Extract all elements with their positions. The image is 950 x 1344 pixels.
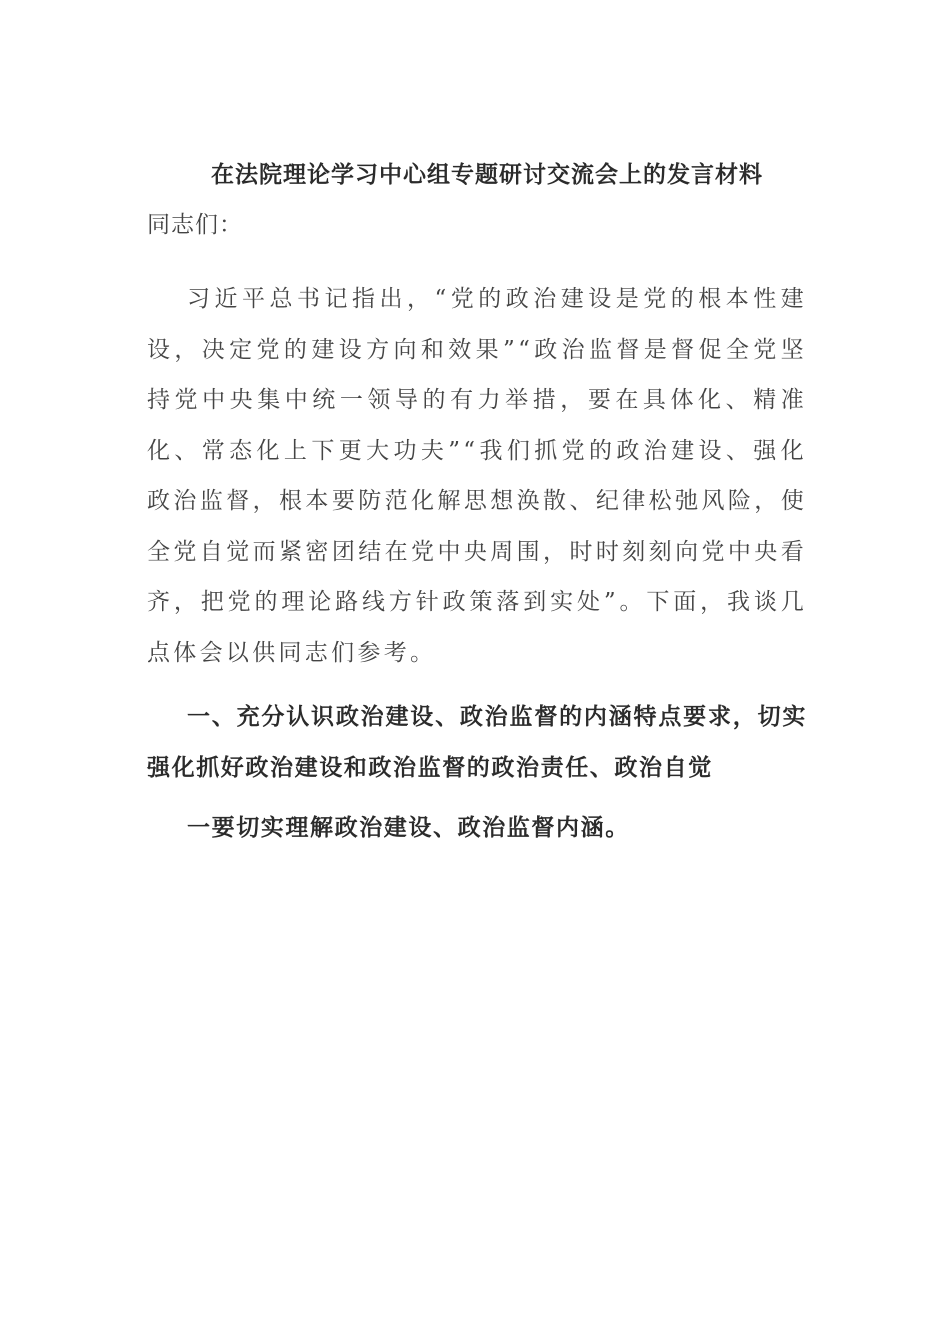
salutation: 同志们： [147,212,243,238]
document-body [147,150,807,854]
section-heading: 一、充分认识政治建设、政治监督的内涵特点要求，切实强化抓好政治建设和政治监督的政治责任、政治自觉 [147,703,807,781]
body-paragraph: 习近平总书记指出，“党的政治建设是党的根本性建设，决定党的建设方向和效果”“政治监督是督促全党坚持党中央集中统一领导的有力举措，要在具体化、精准化、常态化上下更大功夫”“我们抓党的政治建设、强化政治监督，根本要防范化解思想涣散、纪律松弛风险，使全党自觉而紧密团结在党中央周围，时时刻刻向党中央看齐，把党的理论路线方针政策落到实处”。下面，我谈几点体会以供同志们参考。 [147,286,807,666]
subheading: 一要切实理解政治建设、政治监督内涵。 [187,814,630,841]
document-title: 在法院理论学习中心组专题研讨交流会上的发言材料 [211,161,763,188]
